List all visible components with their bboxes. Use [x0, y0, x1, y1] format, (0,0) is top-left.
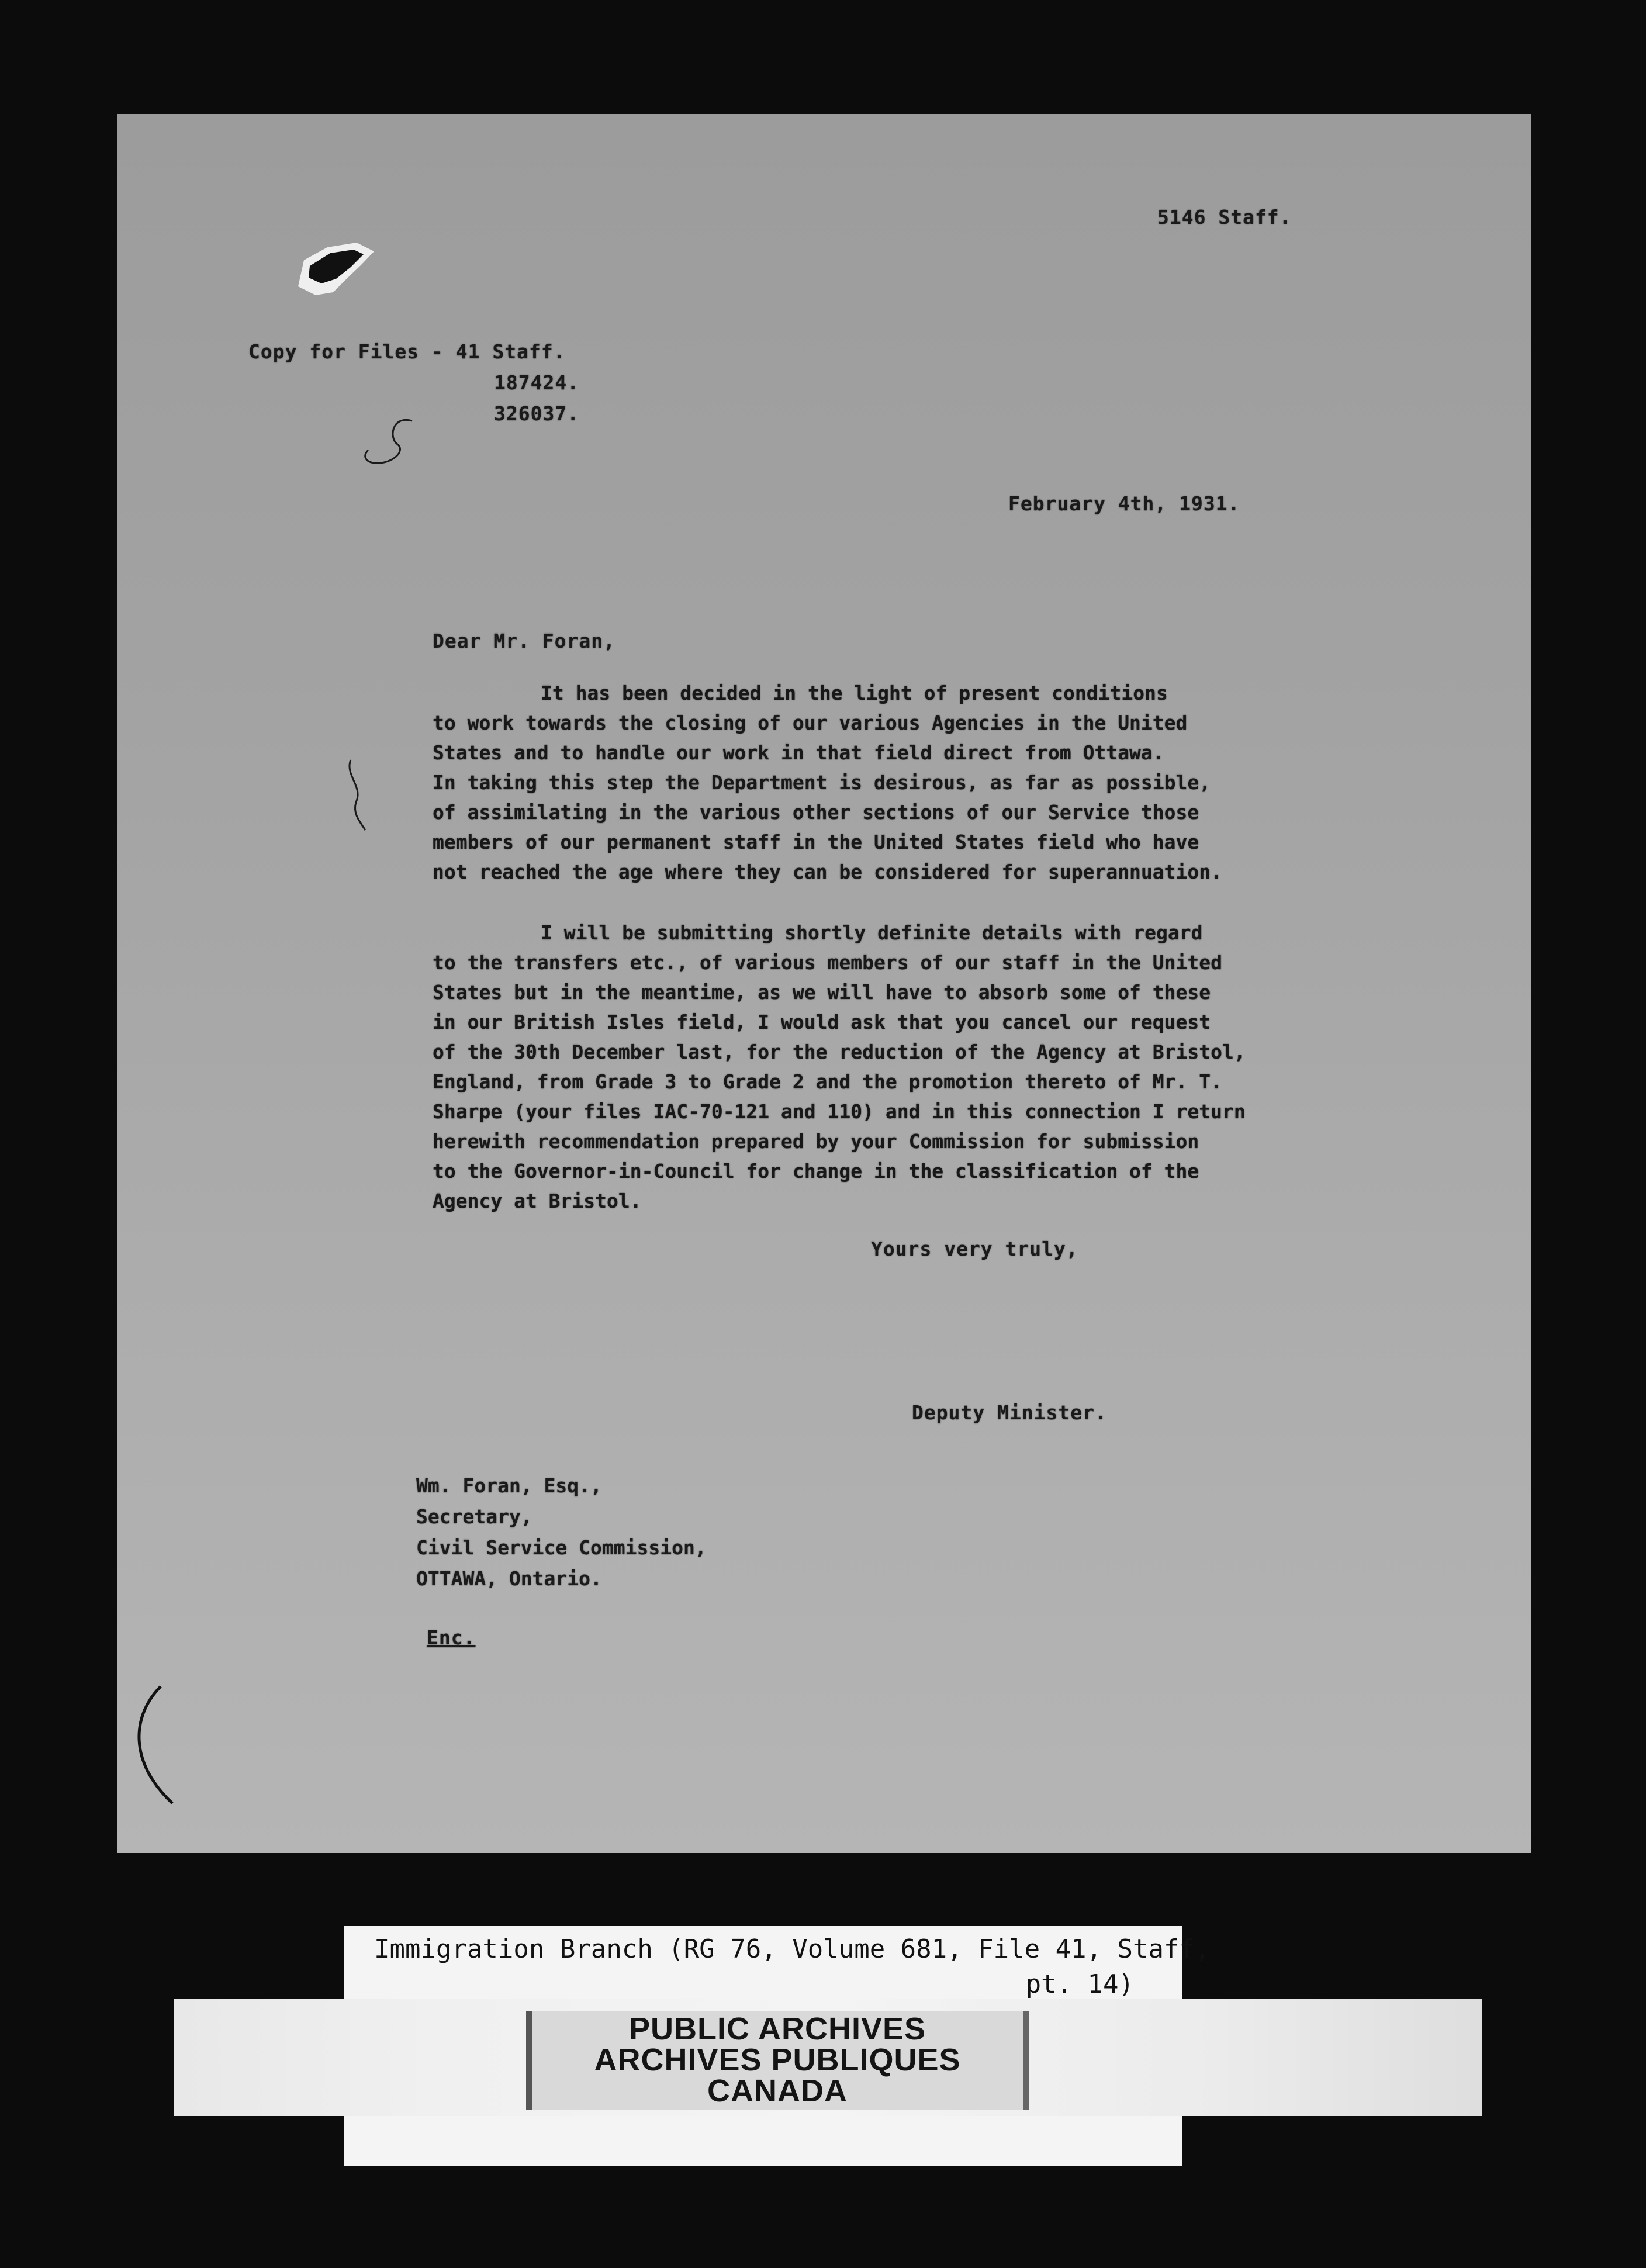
recipient-line: OTTAWA, Ontario.	[416, 1567, 602, 1590]
recipient-line: Civil Service Commission,	[416, 1536, 707, 1559]
paragraph-line: States but in the meantime, as we will have to absorb some of these	[433, 981, 1211, 1004]
paragraph-line: In taking this step the Department is desirous, as far as possible,	[433, 771, 1211, 794]
letter-page	[117, 114, 1531, 1853]
source-citation	[374, 1932, 1211, 2002]
paragraph-line: of the 30th December last, for the reduction of the Agency at Bristol,	[433, 1040, 1246, 1063]
file-reference: 5146 Staff.	[1157, 206, 1292, 229]
stamp-line-3: CANADA	[707, 2073, 848, 2108]
file-number-1: 187424.	[494, 371, 580, 394]
paragraph-line: in our British Isles field, I would ask that you cancel our request	[433, 1011, 1211, 1033]
paragraph-line: Agency at Bristol.	[433, 1190, 642, 1212]
paragraph-line: Sharpe (your files IAC-70-121 and 110) and in this connection I return	[433, 1100, 1246, 1123]
citation-line-1: Immigration Branch (RG 76, Volume 681, File 41, Staff,	[374, 1934, 1211, 1964]
paragraph-line: I will be submitting shortly definite details with regard	[541, 921, 1203, 944]
scratch-mark	[357, 409, 421, 473]
enclosure-note: Enc.	[427, 1626, 476, 1649]
torn-corner-mark	[286, 237, 380, 307]
paragraph-line: members of our permanent staff in the United States field who have	[433, 831, 1199, 853]
recipient-line: Secretary,	[416, 1505, 532, 1528]
paragraph-line: States and to handle our work in that field direct from Ottawa.	[433, 741, 1164, 764]
file-number-2: 326037.	[494, 402, 580, 425]
citation-line-2: pt. 14)	[1025, 1969, 1134, 1999]
paragraph-line: to the Governor-in-Council for change in the classification of the	[433, 1160, 1199, 1183]
scratch-mark	[126, 1681, 178, 1809]
copy-for-files-note: Copy for Files - 41 Staff.	[248, 340, 566, 363]
closing: Yours very truly,	[871, 1237, 1078, 1260]
scratch-mark	[339, 757, 374, 833]
body-paragraph-2	[433, 918, 1246, 1216]
archive-stamp	[532, 2011, 1023, 2108]
stamp-line-1: PUBLIC ARCHIVES	[628, 2011, 926, 2046]
stamp-line-2: ARCHIVES PUBLIQUES	[594, 2042, 961, 2077]
signature-title: Deputy Minister.	[912, 1401, 1107, 1424]
recipient-address	[416, 1470, 707, 1594]
paragraph-line: to work towards the closing of our various Agencies in the United	[433, 711, 1188, 734]
paragraph-line: herewith recommendation prepared by your Commission for submission	[433, 1130, 1199, 1153]
recipient-line: Wm. Foran, Esq.,	[416, 1474, 602, 1497]
paragraph-line: not reached the age where they can be considered for superannuation.	[433, 860, 1223, 883]
paragraph-line: to the transfers etc., of various members of our staff in the United	[433, 951, 1223, 974]
body-paragraph-1	[433, 678, 1222, 887]
letter-date: February 4th, 1931.	[1008, 492, 1240, 515]
paragraph-line: of assimilating in the various other sections of our Service those	[433, 801, 1199, 824]
salutation: Dear Mr. Foran,	[433, 630, 616, 652]
paragraph-line: England, from Grade 3 to Grade 2 and the promotion thereto of Mr. T.	[433, 1070, 1223, 1093]
paragraph-line: It has been decided in the light of present conditions	[541, 682, 1168, 704]
